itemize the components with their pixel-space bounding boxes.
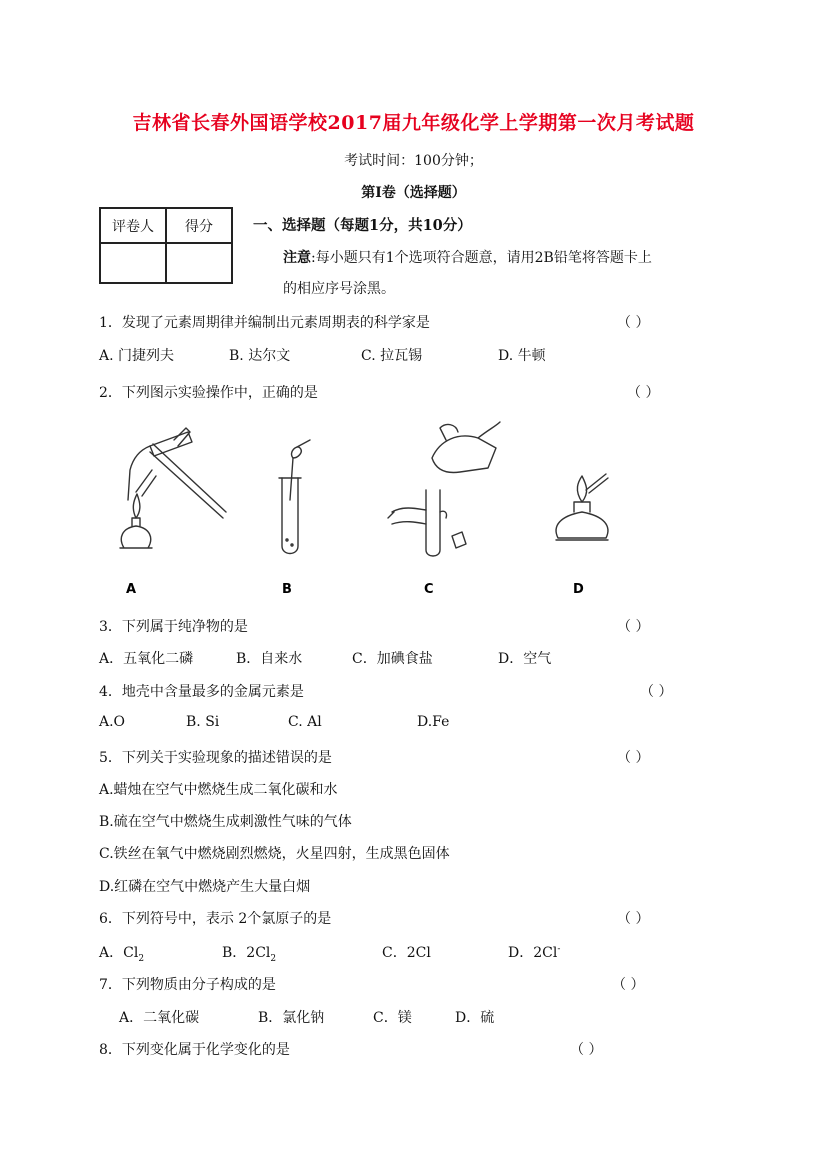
q2-figure-labels — [126, 582, 584, 597]
note-label: 注意 — [283, 250, 311, 266]
q7-stem: 7．下列物质由分子构成的是 — [99, 977, 276, 993]
q7-option-a: A．二氧化碳 — [119, 1010, 200, 1026]
q5-option-d: D.红磷在空气中燃烧产生大量白烟 — [99, 879, 311, 895]
q1-option-a: A. 门捷列夫 — [99, 348, 175, 364]
q5-option-c: C.铁丝在氧气中燃烧剧烈燃烧，火星四射，生成黑色固体 — [99, 846, 450, 862]
q7-option-b: B．氯化钠 — [258, 1010, 325, 1026]
q2-stem: 2．下列图示实验操作中，正确的是 — [99, 385, 318, 401]
q8-answer-paren: （ ） — [570, 1042, 603, 1058]
q2-figure-label-c: C — [424, 582, 434, 597]
q6-answer-paren: （ ） — [617, 911, 650, 927]
q4-stem: 4．地壳中含量最多的金属元素是 — [99, 684, 304, 700]
q2-figure-d-alcohol-lamp-icon — [556, 474, 608, 540]
q2-figure-label-d: D — [573, 582, 584, 597]
q6-option-d: D．2Cl- — [508, 944, 561, 961]
q5-option-a: A.蜡烛在空气中燃烧生成二氧化碳和水 — [99, 782, 338, 798]
q6-option-a: A．$Cl_2$ — [99, 945, 145, 964]
score-table-grader-header: 评卷人 — [100, 208, 166, 243]
note-text: :每小题只有1个选项符合题意，请用2B铅笔将答题卡上 — [311, 250, 652, 266]
q2-answer-paren: （ ） — [627, 385, 660, 401]
q3-option-d: D．空气 — [498, 651, 552, 667]
q3-stem: 3．下列属于纯净物的是 — [99, 619, 248, 635]
q2-figure-b-dropper-icon — [279, 440, 310, 554]
q5-stem: 5．下列关于实验现象的描述错误的是 — [99, 750, 332, 766]
q4-option-a: A.O — [99, 714, 126, 730]
q7-answer-paren: （ ） — [612, 977, 645, 993]
q6-option-c: C．2Cl — [382, 945, 431, 961]
q4-option-c: C. Al — [288, 714, 322, 730]
q1-stem: 1．发现了元素周期律并编制出元素周期表的科学家是 — [99, 315, 430, 331]
q6-option-b: B．$2Cl_2$ — [222, 945, 277, 964]
exam-title: 吉林省长春外国语学校2017届九年级化学上学期第一次月考试题 — [132, 112, 695, 134]
q2-figure-label-a: A — [126, 582, 137, 597]
q5-option-b: B.硫在空气中燃烧生成刺激性气味的气体 — [99, 814, 352, 830]
q1-option-b: B. 达尔文 — [229, 348, 291, 364]
q8-stem: 8．下列变化属于化学变化的是 — [99, 1042, 290, 1058]
q1-option-d: D. 牛顿 — [498, 348, 546, 364]
part-heading: 第I卷（选择题） — [361, 185, 466, 201]
score-table-score-header: 得分 — [166, 208, 232, 243]
q6-stem: 6．下列符号中，表示 2个氯原子的是 — [99, 911, 332, 927]
q3-option-c: C．加碘食盐 — [352, 651, 433, 667]
q2-figure-label-b: B — [282, 582, 292, 597]
q4-answer-paren: （ ） — [640, 684, 673, 700]
q1-option-c: C. 拉瓦锡 — [361, 348, 423, 364]
q4-option-d: D.Fe — [417, 714, 450, 730]
q3-answer-paren: （ ） — [617, 619, 650, 635]
q7-option-c: C．镁 — [373, 1010, 412, 1026]
exam-time: 考试时间：100分钟； — [344, 153, 483, 169]
q3-option-a: A．五氧化二磷 — [99, 651, 194, 667]
q4-option-b: B. Si — [186, 714, 220, 730]
q2-figure-a-heating-icon — [120, 428, 226, 548]
section-title: 一、选择题（每题1分，共10分） — [253, 217, 472, 234]
q3-option-b: B．自来水 — [236, 651, 303, 667]
q5-answer-paren: （ ） — [617, 750, 650, 766]
q2-figure-c-pouring-icon — [388, 422, 500, 556]
section-note-line2: 的相应序号涂黑。 — [283, 281, 395, 297]
q7-option-d: D．硫 — [455, 1010, 495, 1026]
q1-answer-paren: （ ） — [617, 315, 650, 331]
